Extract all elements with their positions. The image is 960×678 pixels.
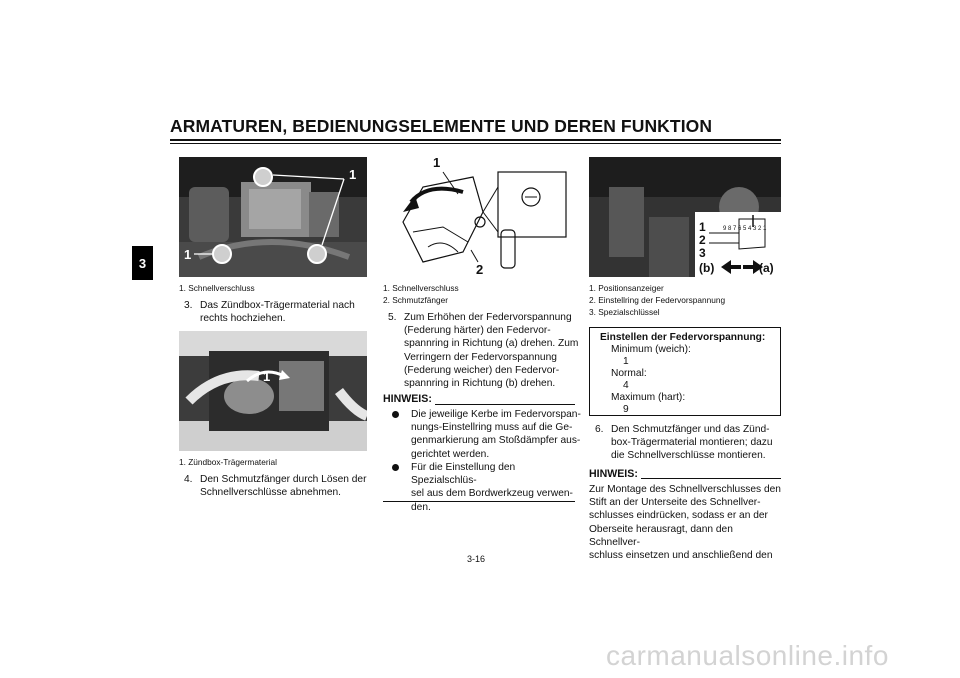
callout-1: 1: [263, 369, 271, 384]
note-rule: [435, 404, 575, 405]
note-rule: [641, 478, 781, 479]
spec-value: 4: [623, 380, 629, 391]
step-6: 6. Den Schmutzfänger und das Zünd- box-Trägermaterial montieren; dazu die Schnellverschlüsse montieren.: [595, 424, 773, 462]
figure-quick-fasteners: [179, 157, 367, 277]
step-3: 3. Das Zündbox-Trägermaterial nach rechts hochziehen.: [184, 300, 355, 325]
title-rule: [170, 139, 781, 141]
callout-2: 2: [699, 233, 706, 247]
figure-ignition-box-carrier: [179, 331, 367, 451]
callout-2: 2: [476, 262, 484, 277]
spec-label: Maximum (hart):: [611, 392, 686, 403]
note-heading: HINWEIS:: [589, 468, 638, 480]
callout-1: 1: [349, 167, 357, 182]
spec-box: [589, 327, 781, 416]
spec-value: 1: [623, 356, 629, 367]
step-4: 4. Den Schmutzfänger durch Lösen der Schnellverschlüsse abnehmen.: [184, 474, 367, 499]
note-end-rule: [383, 501, 575, 502]
figure-caption: 1. Zündbox-Trägermaterial: [179, 457, 277, 467]
note-bullet: Die jeweilige Kerbe im Federvorspan- nungs-Einstellring muss auf die Ge- genmarkierung am Stoßdämpfer aus- gerichtet werden.: [392, 408, 582, 461]
figure-spring-preload-adjuster: [589, 157, 781, 277]
page-number: 3-16: [467, 554, 486, 564]
chapter-tab: 3: [132, 246, 153, 280]
callout-1: 1: [433, 155, 441, 170]
figure-mud-guard-drawing: [383, 152, 573, 280]
figure-caption: 2. Einstellring der Federvorspannung: [589, 295, 726, 305]
spec-box-title: Einstellen der Federvorspannung:: [600, 332, 766, 343]
note-text: Zur Montage des Schnellverschlusses den Stift an der Unterseite des Schnellver- schlusses eindrücken, sodass er an der Oberseite herausragt, dann den Schnellver- schluss einsetzen und anschließend den: [589, 484, 781, 562]
spec-value: 9: [623, 404, 629, 415]
callout-3: 3: [699, 246, 706, 260]
watermark: carmanualsonline.info: [606, 640, 889, 671]
figure-caption: 1. Schnellverschluss: [179, 283, 255, 293]
page-title: ARMATUREN, BEDIENUNGSELEMENTE UND DEREN FUNKTION: [170, 116, 713, 136]
figure-caption: 2. Schmutzfänger: [383, 295, 449, 305]
note-bullet: Für die Einstellung den Spezialschlüs- sel aus dem Bordwerkzeug verwen- den.: [392, 461, 582, 514]
callout-1: 1: [184, 247, 192, 262]
callout-1: 1: [699, 220, 706, 234]
step-5: 5. Zum Erhöhen der Federvorspannung (Federung härter) den Federvor- spannring in Richtung (a) drehen. Zum Verringern der Federvorspannung (Federung weicher) den Federvor- spannring in Richtung (b) drehen.: [388, 312, 579, 390]
note-heading: HINWEIS:: [383, 393, 432, 405]
title-rule-thin: [170, 143, 781, 144]
spec-label: Normal:: [611, 368, 647, 379]
figure-caption: 3. Spezialschlüssel: [589, 307, 660, 317]
spec-label: Minimum (weich):: [611, 344, 691, 355]
figure-caption: 1. Positionsanzeiger: [589, 283, 664, 293]
direction-b-label: (b): [699, 261, 715, 275]
figure-caption: 1. Schnellverschluss: [383, 283, 459, 293]
direction-a-label: (a): [759, 261, 774, 275]
scale-label: 9 8 7 6 5 4 3 2 1: [723, 226, 767, 232]
